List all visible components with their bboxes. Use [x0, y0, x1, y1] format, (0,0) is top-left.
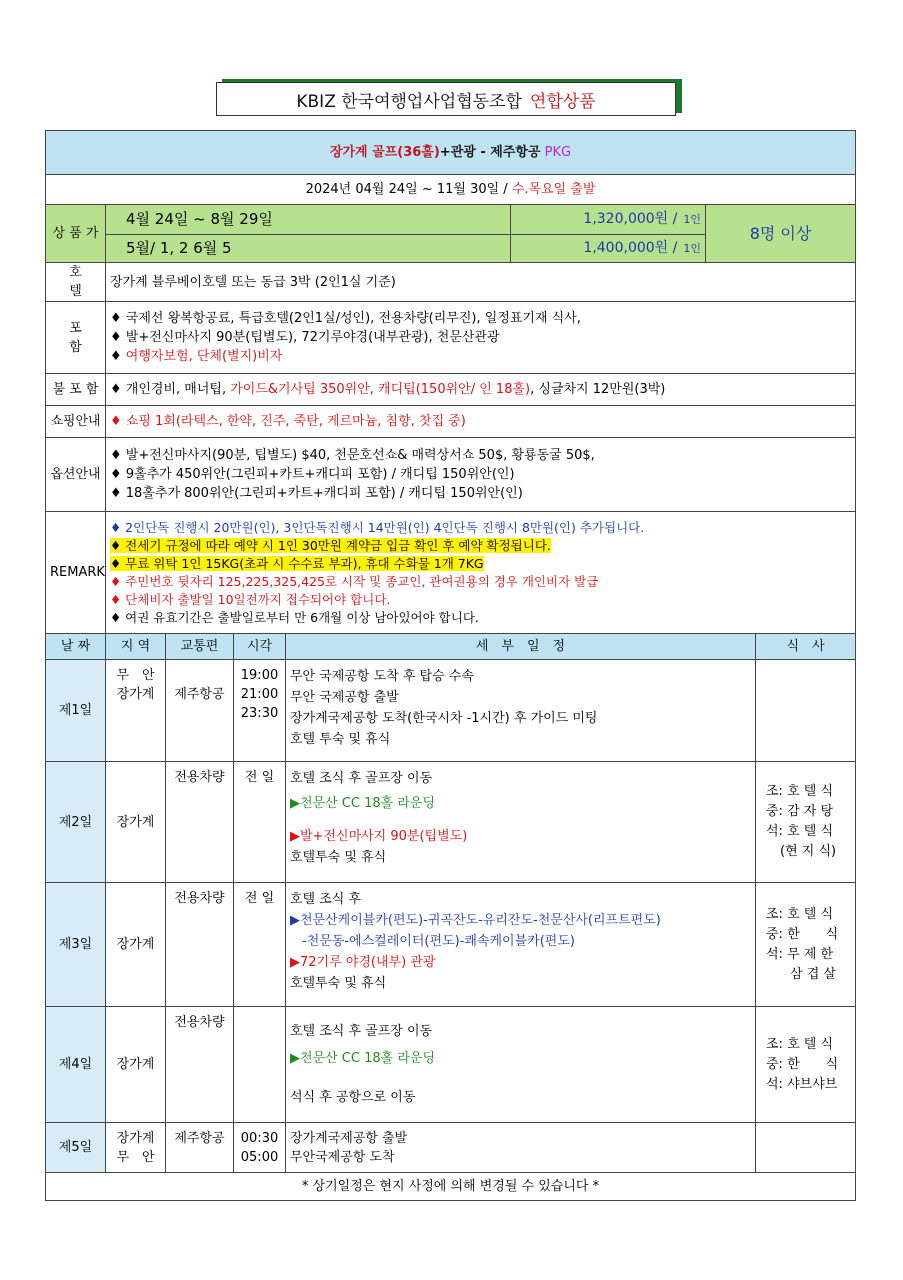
price-period-1: 4월 24일 ~ 8월 29일 [106, 205, 511, 235]
shopping-value: ♦ 쇼핑 1회(라텍스, 한약, 진주, 죽탄, 게르마늄, 침향, 찻집 중) [106, 406, 856, 438]
included-label: 포 함 [46, 302, 106, 374]
table-row: 제1일 무 안 장가계 제주항공 19:00 21:00 23:30 무안 국제공항 도착 후 탑승 수속 무안 국제공항 출발 장가계국제공항 도착(한국시차 -1시간) 후 가이드 미팅 호텔 투숙 및 휴식 [46, 660, 856, 762]
header-banner [216, 82, 676, 116]
schedule-header: 날 짜 지 역 교통편 시각 세 부 일 정 식 사 [46, 634, 856, 660]
options-list: ♦ 발+전신마사지(90분, 팁별도) $40, 천문호선쇼& 매력상서쇼 50$, 황룡동굴 50$, ♦ 9홀추가 450위안(그린피+카트+캐디피 포함) / 캐디팁 150위안(인) ♦ 18홀추가 800위안(그린피+카트+캐디피 포함) / 캐디팁 150위안(인) [106, 438, 856, 512]
table-row: 제4일 장가계 전용차량 호텔 조식 후 골프장 이동 ▶천문산 CC 18홀 라운딩 석식 후 공항으로 이동 조: 호 텔 식 중: 한 식 석: 샤브샤브 [46, 1007, 856, 1123]
table-row: 제2일 장가계 전용차량 전 일 호텔 조식 후 골프장 이동 ▶천문산 CC 18홀 라운딩 ▶발+전신마사지 90분(팁별도) 호텔투숙 및 휴식 조: 호 텔 식 중: 감 자 탕 석: 호 텔 식 (현 지 식) [46, 762, 856, 883]
options-label: 옵션안내 [46, 438, 106, 512]
price-label: 상 품 가 [46, 205, 106, 263]
product-type: 연합상품 [529, 91, 596, 112]
footer-note: * 상기일정은 현지 사정에 의해 변경될 수 있습니다 * [46, 1173, 856, 1201]
date-range: 2024년 04월 24일 ~ 11월 30일 / 수.목요일 출발 [46, 175, 856, 205]
table-row: 제3일 장가계 전용차량 전 일 호텔 조식 후 ▶천문산케이블카(편도)-귀곡잔도-유리잔도-천문산사(리프트편도) -천문동-에스컬레이터(편도)-쾌속케이블카(편도) ▶72기루 야경(내부) 관광 호텔투숙 및 휴식 조: 호 텔 식 중: 한 식 석: 무 제 한 삼 겹 살 [46, 883, 856, 1007]
price-amount-1: 1,320,000원 / 1인 [511, 205, 706, 235]
price-amount-2: 1,400,000원 / 1인 [511, 235, 706, 263]
price-period-2: 5월/ 1, 2 6월 5 [106, 235, 511, 263]
hotel-value: 장가계 블루베이호텔 또는 동급 3박 (2인1실 기준) [106, 263, 856, 302]
shopping-label: 쇼핑안내 [46, 406, 106, 438]
org-name: KBIZ 한국여행업사업협동조합 [296, 91, 522, 112]
package-table [45, 130, 856, 1201]
excluded-label: 불 포 함 [46, 374, 106, 406]
page-title: 장가계 골프(36홀)+관광 - 제주항공 PKG [46, 131, 856, 175]
remark-label: REMARK [46, 512, 106, 634]
min-people: 8명 이상 [706, 205, 856, 263]
excluded-value: ♦ 개인경비, 매너팁, 가이드&기사팁 350위안, 캐디팁(150위안/ 인 18홀), 싱글차지 12만원(3박) [106, 374, 856, 406]
hotel-label: 호 텔 [46, 263, 106, 302]
included-list: ♦ 국제선 왕복항공료, 특급호텔(2인1실/성인), 전용차량(리무진), 일정표기재 식사, ♦ 발+전신마사지 90분(팁별도), 72기루야경(내부관광), 천문산관광 ♦ 여행자보험, 단체(별지)비자 [106, 302, 856, 374]
remark-list: ♦ 2인단독 진행시 20만원(인), 3인단독진행시 14만원(인) 4인단독 진행시 8만원(인) 추가됩니다. ♦ 전세기 규정에 따라 예약 시 1인 30만원 계약금 입금 확인 후 예약 확정됩니다. ♦ 무료 위탁 1인 15KG(초과 시 수수료 부과), 휴대 수화물 1개 7KG ♦ 주민번호 뒷자리 125,225,325,425로 시작 및 종교인, 관여권용의 경우 개인비자 발급 ♦ 단체비자 출발일 10일전까지 접수되어야 합니다. ♦ 여권 유효기간은 출발일로부터 만 6개월 이상 남아있어야 합니다. [106, 512, 856, 634]
table-row: 제5일 장가계 무 안 제주항공 00:30 05:00 장가계국제공항 출발 무안국제공항 도착 [46, 1123, 856, 1173]
